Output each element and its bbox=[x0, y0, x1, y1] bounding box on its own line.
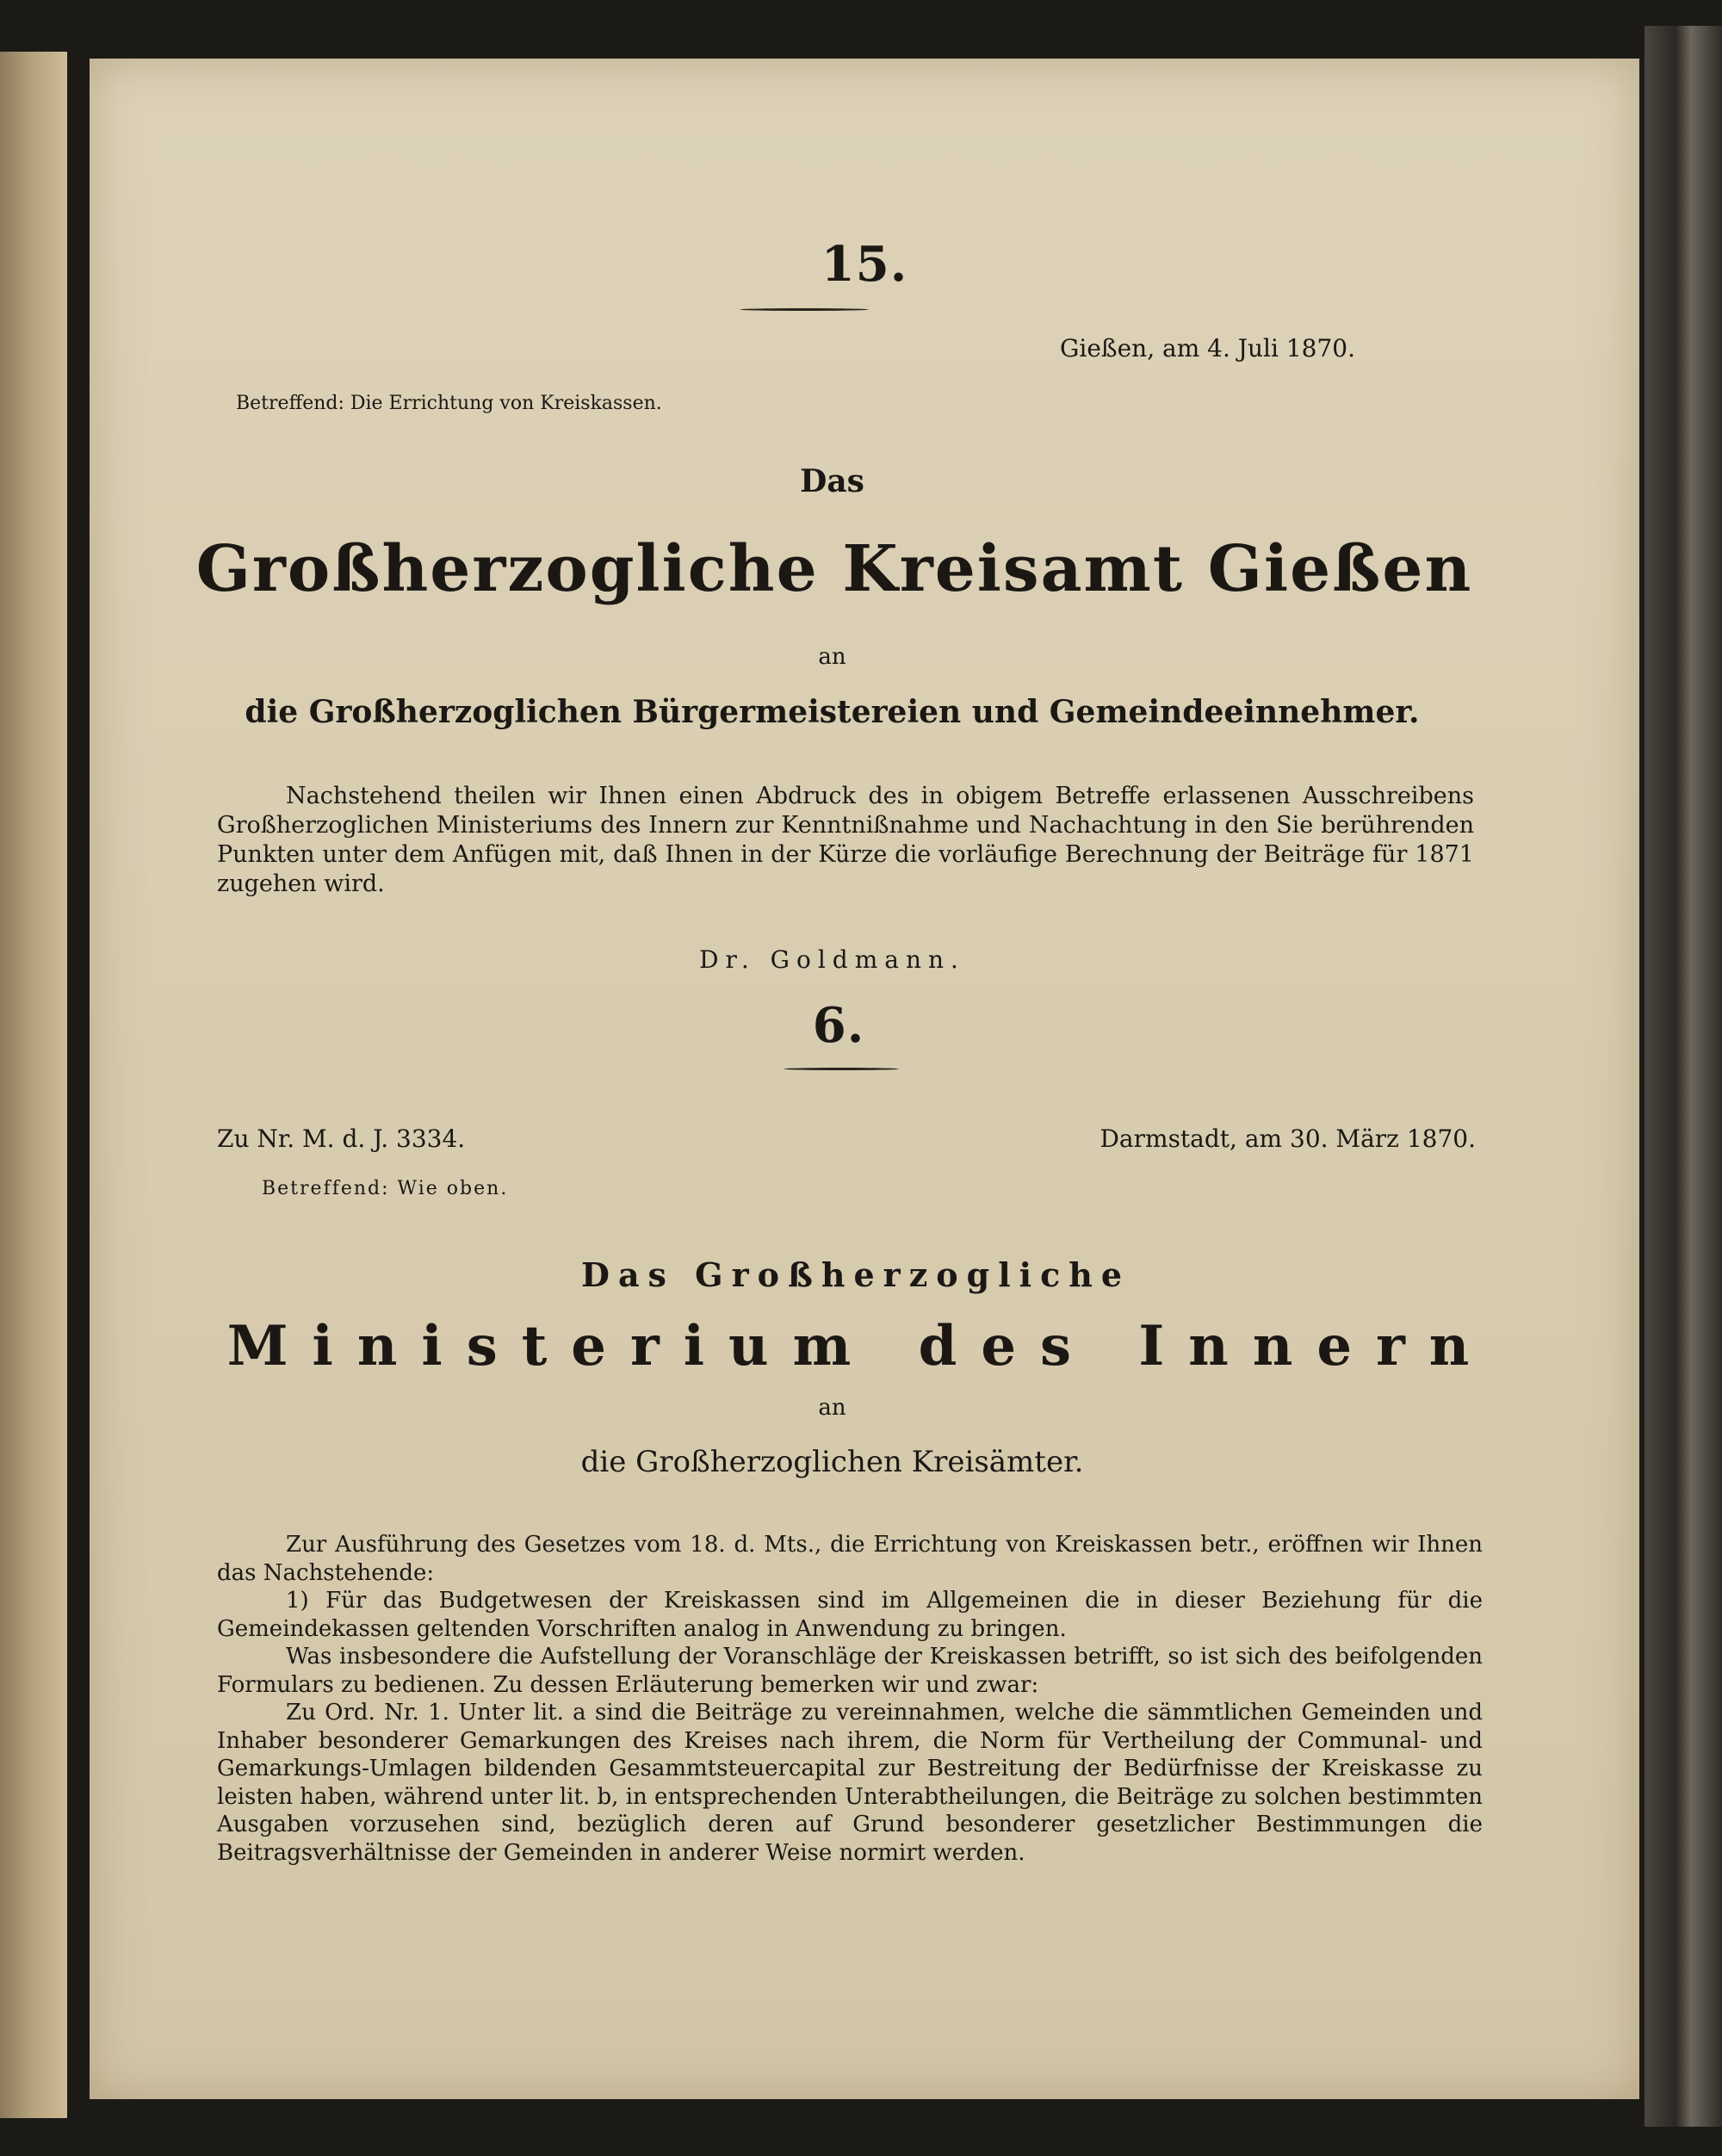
notice-15-number: 15. bbox=[821, 236, 908, 293]
notice-6-paragraph: Zur Ausführung des Gesetzes vom 18. d. Mts., die Errichtung von Kreiskassen betr., eröffnen wir Ihnen das Nachstehende: bbox=[217, 1532, 1483, 1586]
notice-6-title-das: Das Großherzogliche bbox=[580, 1255, 1131, 1294]
notice-15-date: Gießen, am 4. Juli 1870. bbox=[1060, 334, 1355, 362]
book-spine bbox=[1645, 26, 1722, 2127]
notice-15-signature: Dr. Goldmann. bbox=[699, 945, 965, 974]
notice-15-title-recipients: die Großherzoglichen Bürgermeistereien und Gemeindeeinnehmer. bbox=[245, 694, 1420, 730]
notice-6-paragraph: Zu Ord. Nr. 1. Unter lit. a sind die Beiträge zu vereinnahmen, welche die sämmtlichen Gemeinden und Inhaber besonderer Gemarkungen des Kreises nach ihrem, die Norm für Vertheilung der Communal- und Gemarkungs-Umlagen bildenden Gesammtsteuercapital zur Bestreitung der Bedürfnisse der Kreiskasse zu leisten haben, während unter lit. b, in entsprechenden Unterabtheilungen, die Beiträge zu solchen bestimmten Ausgaben vorzusehen sind, bezüglich deren auf Grund besonderer gesetzlicher Bestimmungen die Beitragsverhältnisse der Gemeinden in anderer Weise normirt werden. bbox=[217, 1700, 1483, 1866]
notice-6-title-an: an bbox=[818, 1395, 846, 1421]
notice-6-paragraph: 1) Für das Budgetwesen der Kreiskassen sind im Allgemeinen die in dieser Beziehung für die Gemeindekassen geltenden Vorschriften analog in Anwendung zu bringen. bbox=[217, 1588, 1483, 1642]
notice-15-title-das: Das bbox=[800, 463, 864, 499]
book-left-edge bbox=[0, 52, 67, 2118]
notice-6-paragraph: Was insbesondere die Aufstellung der Voranschläge der Kreiskassen betrifft, so ist sich des beifolgenden Formulars zu bedienen. Zu dessen Erläuterung bemerken wir und zwar: bbox=[217, 1644, 1483, 1698]
notice-6-date: Darmstadt, am 30. März 1870. bbox=[1099, 1124, 1476, 1153]
notice-6-subject: Betreffend: Wie oben. bbox=[262, 1178, 509, 1199]
notice-6-title-recipients: die Großherzoglichen Kreisämter. bbox=[580, 1445, 1084, 1479]
notice-15-rule bbox=[740, 308, 869, 311]
notice-6-rule bbox=[784, 1068, 899, 1070]
notice-15-title-main: Großherzogliche Kreisamt Gießen bbox=[195, 532, 1473, 606]
notice-15-body: Nachstehend theilen wir Ihnen einen Abdruck des in obigem Betreffe erlassenen Ausschreibens Großherzoglichen Ministeriums des Innern zur Kenntnißnahme und Nachachtung in den Sie berührenden Punkten unter dem Anfügen mit, daß Ihnen in der Kürze die vorläufige Berechnung der Beiträge für 1871 zugehen wird. bbox=[217, 783, 1474, 897]
notice-6-number: 6. bbox=[812, 997, 865, 1054]
notice-6-body bbox=[217, 1531, 1483, 1867]
notice-15-subject: Betreffend: Die Errichtung von Kreiskassen. bbox=[236, 393, 662, 414]
document-page bbox=[90, 59, 1639, 2099]
notice-6-reference: Zu Nr. M. d. J. 3334. bbox=[217, 1124, 466, 1153]
notice-15-title-an: an bbox=[818, 644, 846, 670]
notice-6-title-main: Ministerium des Innern bbox=[226, 1314, 1494, 1378]
